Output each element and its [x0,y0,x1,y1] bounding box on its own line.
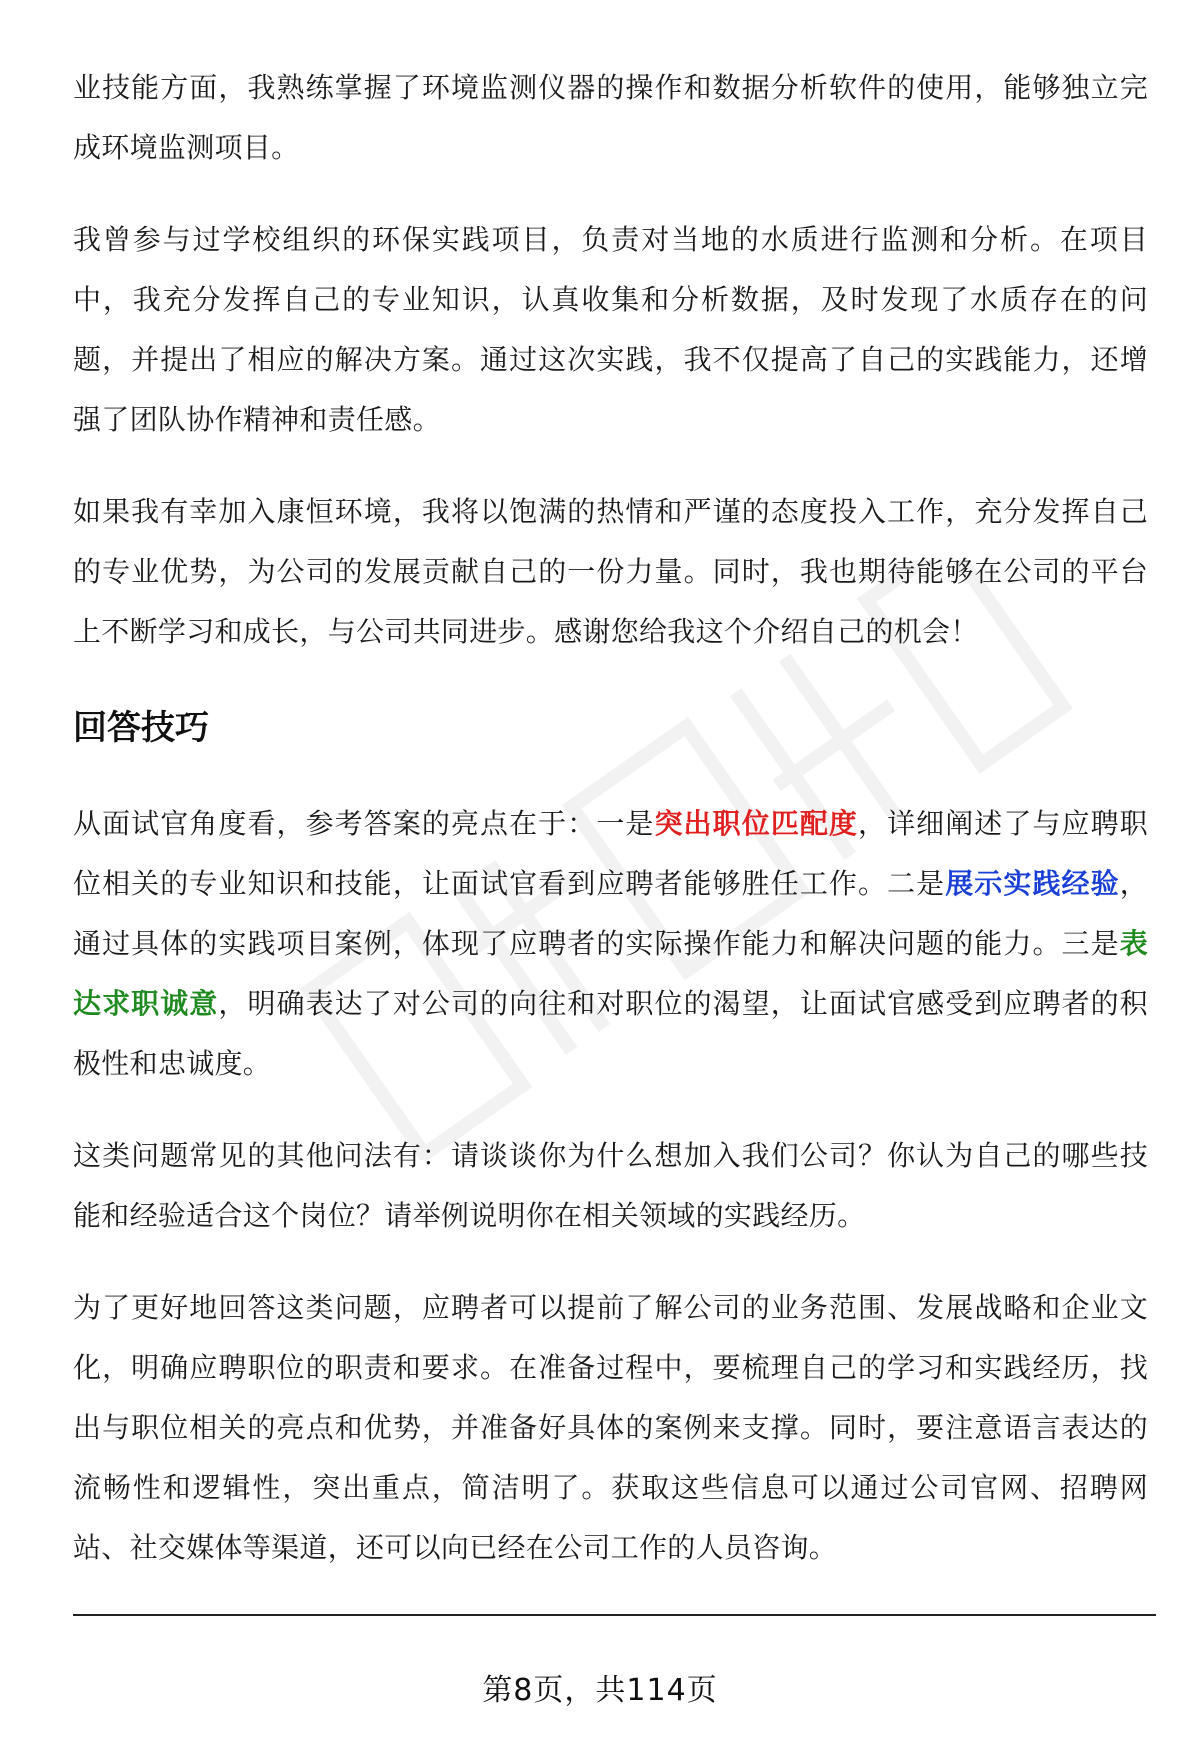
paragraph-skills: 业技能方面，我熟练掌握了环境监测仪器的操作和数据分析软件的使用，能够独立完成环境监测项目。 [73,71,1148,164]
paragraph-project-experience: 我曾参与过学校组织的环保实践项目，负责对当地的水质进行监测和分析。在项目中，我充分发挥自己的专业知识，认真收集和分析数据，及时发现了水质存在的问题，并提出了相应的解决方案。通过这次实践，我不仅提高了自己的实践能力，还增强了团队协作精神和责任感。 [73,223,1148,436]
paragraph-preparation-advice: 为了更好地回答这类问题，应聘者可以提前了解公司的业务范围、发展战略和企业文化，明确应聘职位的职责和要求。在准备过程中，要梳理自己的学习和实践经历，找出与职位相关的亮点和优势，并准备好具体的案例来支撑。同时，要注意语言表达的流畅性和逻辑性，突出重点，简洁明了。获取这些信息可以通过公司官网、招聘网站、社交媒体等渠道，还可以向已经在公司工作的人员咨询。 [73,1291,1148,1564]
paragraph-closing: 如果我有幸加入康恒环境，我将以饱满的热情和严谨的态度投入工作，充分发挥自己的专业优势，为公司的发展贡献自己的一份力量。同时，我也期待能够在公司的平台上不断学习和成长，与公司共同进步。感谢您给我这个介绍自己的机会！ [73,495,1148,648]
page-number: 第8页，共114页 [482,1673,718,1708]
tips-text-2: ，详细阐述了与应聘职位相关的专业知识和技能，让面试官看到应聘者能够胜任工作。二是 [73,807,1148,900]
tips-text-3: ，通过具体的实践项目案例，体现了应聘者的实际操作能力和解决问题的能力。三是 [73,867,1148,960]
section-heading-answer-tips: 回答技巧 [73,708,209,748]
highlight-position-match: 突出职位匹配度 [654,807,859,840]
tips-text-4: ，明确表达了对公司的向往和对职位的渴望，让面试官感受到应聘者的积极性和忠诚度。 [73,987,1148,1080]
footer-divider [73,1614,1156,1616]
tips-text-1: 从面试官角度看，参考答案的亮点在于：一是 [73,807,655,840]
highlight-practical-experience: 展示实践经验 [945,867,1120,900]
paragraph-tips-highlights [73,794,1148,1094]
paragraph-other-questions: 这类问题常见的其他问法有：请谈谈你为什么想加入我们公司？你认为自己的哪些技能和经验适合这个岗位？请举例说明你在相关领域的实践经历。 [73,1139,1148,1232]
document-body [73,58,1148,1610]
highlight-sincerity: 表达求职诚意 [73,927,1148,1020]
